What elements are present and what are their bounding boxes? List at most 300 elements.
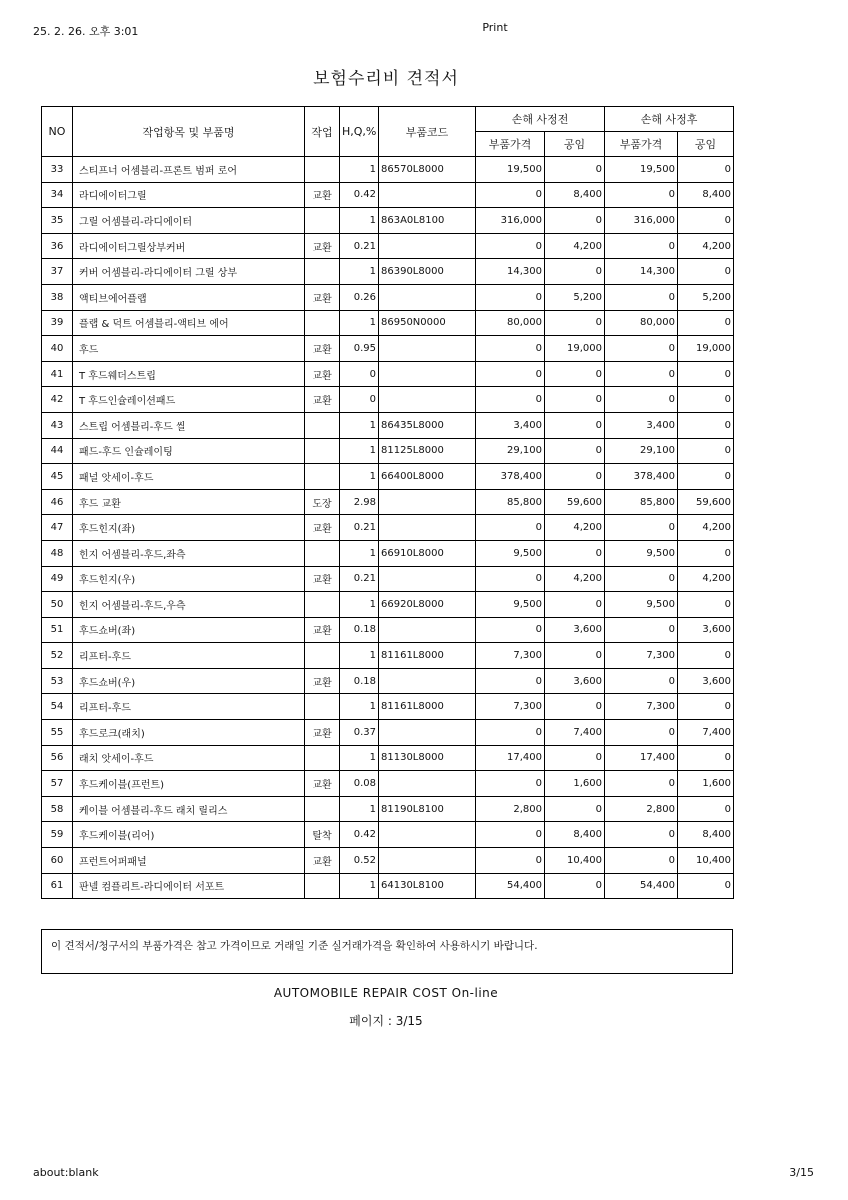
- row-before-price: 17,400: [476, 745, 545, 771]
- row-before-price: 0: [476, 668, 545, 694]
- row-before-price: 0: [476, 233, 545, 259]
- row-item-name: 스트립 어셈블리-후드 씰: [73, 412, 305, 438]
- footer-url: about:blank: [33, 1166, 99, 1179]
- notice-box: [41, 929, 733, 974]
- row-after-price: 0: [605, 668, 678, 694]
- row-after-labor: 0: [678, 694, 734, 720]
- row-no: 53: [42, 668, 73, 694]
- row-hq: 0.21: [340, 233, 379, 259]
- table-row: [42, 208, 734, 234]
- table-row: [42, 157, 734, 183]
- row-part-code: 86390L8000: [379, 259, 476, 285]
- row-part-code: [379, 233, 476, 259]
- row-before-labor: 3,600: [545, 668, 605, 694]
- row-before-labor: 0: [545, 361, 605, 387]
- row-no: 59: [42, 822, 73, 848]
- row-after-labor: 0: [678, 387, 734, 413]
- row-before-price: 14,300: [476, 259, 545, 285]
- row-after-price: 0: [605, 720, 678, 746]
- row-before-labor: 0: [545, 464, 605, 490]
- row-before-price: 0: [476, 566, 545, 592]
- table-row: [42, 182, 734, 208]
- row-before-labor: 0: [545, 643, 605, 669]
- col-after-labor-header: 공임: [678, 132, 734, 157]
- table-row: [42, 387, 734, 413]
- row-hq: 1: [340, 540, 379, 566]
- row-operation: [305, 745, 340, 771]
- row-part-code: 66920L8000: [379, 592, 476, 618]
- print-header-title: Print: [482, 21, 508, 34]
- row-part-code: [379, 720, 476, 746]
- row-hq: 1: [340, 157, 379, 183]
- row-no: 49: [42, 566, 73, 592]
- row-no: 58: [42, 796, 73, 822]
- row-before-labor: 0: [545, 387, 605, 413]
- col-after-price-header: 부품가격: [605, 132, 678, 157]
- row-before-labor: 19,000: [545, 336, 605, 362]
- row-after-labor: 4,200: [678, 515, 734, 541]
- row-part-code: 863A0L8100: [379, 208, 476, 234]
- row-operation: [305, 208, 340, 234]
- table-row: [42, 489, 734, 515]
- row-after-labor: 0: [678, 592, 734, 618]
- row-item-name: 후드힌지(좌): [73, 515, 305, 541]
- row-hq: 1: [340, 412, 379, 438]
- row-part-code: 64130L8100: [379, 873, 476, 899]
- row-operation: 교환: [305, 848, 340, 874]
- row-before-price: 2,800: [476, 796, 545, 822]
- row-item-name: 플랩 & 덕트 어셈블리-액티브 에어: [73, 310, 305, 336]
- notice-text: 이 견적서/청구서의 부품가격은 참고 가격이므로 거래일 기준 실거래가격을 확인하여 사용하시기 바랍니다.: [51, 940, 538, 952]
- table-row: [42, 540, 734, 566]
- row-after-price: 9,500: [605, 540, 678, 566]
- row-before-price: 0: [476, 617, 545, 643]
- row-before-price: 29,100: [476, 438, 545, 464]
- row-part-code: 81125L8000: [379, 438, 476, 464]
- row-after-price: 54,400: [605, 873, 678, 899]
- row-after-labor: 0: [678, 412, 734, 438]
- row-item-name: 힌지 어셈블리-후드,좌측: [73, 540, 305, 566]
- row-after-price: 85,800: [605, 489, 678, 515]
- table-row: [42, 412, 734, 438]
- row-no: 37: [42, 259, 73, 285]
- row-item-name: 케이블 어셈블리-후드 래치 릴리스: [73, 796, 305, 822]
- row-hq: 1: [340, 310, 379, 336]
- row-after-price: 0: [605, 284, 678, 310]
- row-part-code: [379, 848, 476, 874]
- row-before-labor: 0: [545, 310, 605, 336]
- table-row: [42, 233, 734, 259]
- row-hq: 0.18: [340, 617, 379, 643]
- row-item-name: 리프터-후드: [73, 643, 305, 669]
- row-after-labor: 0: [678, 259, 734, 285]
- row-hq: 1: [340, 592, 379, 618]
- table-row: [42, 873, 734, 899]
- row-operation: 교환: [305, 336, 340, 362]
- row-no: 54: [42, 694, 73, 720]
- row-part-code: 81161L8000: [379, 694, 476, 720]
- row-after-price: 29,100: [605, 438, 678, 464]
- row-hq: 0.26: [340, 284, 379, 310]
- row-item-name: 스티프너 어셈블리-프론트 범퍼 로어: [73, 157, 305, 183]
- row-operation: [305, 873, 340, 899]
- row-hq: 0: [340, 387, 379, 413]
- row-hq: 1: [340, 694, 379, 720]
- row-after-labor: 19,000: [678, 336, 734, 362]
- row-no: 48: [42, 540, 73, 566]
- row-after-labor: 4,200: [678, 566, 734, 592]
- row-no: 36: [42, 233, 73, 259]
- row-before-labor: 59,600: [545, 489, 605, 515]
- row-after-labor: 8,400: [678, 182, 734, 208]
- row-item-name: 후드 교환: [73, 489, 305, 515]
- table-row: [42, 848, 734, 874]
- row-part-code: [379, 515, 476, 541]
- row-item-name: 패드-후드 인슐레이팅: [73, 438, 305, 464]
- row-after-labor: 0: [678, 310, 734, 336]
- row-before-price: 3,400: [476, 412, 545, 438]
- row-item-name: 후드: [73, 336, 305, 362]
- table-row: [42, 617, 734, 643]
- row-before-price: 0: [476, 771, 545, 797]
- row-no: 42: [42, 387, 73, 413]
- row-before-price: 85,800: [476, 489, 545, 515]
- row-after-price: 0: [605, 771, 678, 797]
- row-before-labor: 7,400: [545, 720, 605, 746]
- row-hq: 1: [340, 643, 379, 669]
- row-before-labor: 8,400: [545, 182, 605, 208]
- row-part-code: 81130L8000: [379, 745, 476, 771]
- table-row: [42, 771, 734, 797]
- row-after-price: 0: [605, 515, 678, 541]
- row-no: 55: [42, 720, 73, 746]
- row-after-labor: 0: [678, 464, 734, 490]
- row-no: 43: [42, 412, 73, 438]
- row-before-price: 0: [476, 284, 545, 310]
- row-item-name: 프런트어퍼패널: [73, 848, 305, 874]
- row-part-code: [379, 566, 476, 592]
- row-before-labor: 0: [545, 873, 605, 899]
- row-hq: 0.21: [340, 566, 379, 592]
- row-operation: 교환: [305, 771, 340, 797]
- row-after-labor: 0: [678, 796, 734, 822]
- row-hq: 1: [340, 745, 379, 771]
- row-after-price: 0: [605, 387, 678, 413]
- row-before-price: 0: [476, 822, 545, 848]
- row-no: 33: [42, 157, 73, 183]
- row-after-labor: 1,600: [678, 771, 734, 797]
- row-part-code: [379, 361, 476, 387]
- row-part-code: 66910L8000: [379, 540, 476, 566]
- row-hq: 1: [340, 796, 379, 822]
- row-part-code: 86435L8000: [379, 412, 476, 438]
- row-part-code: 81190L8100: [379, 796, 476, 822]
- row-after-price: 0: [605, 233, 678, 259]
- row-operation: [305, 540, 340, 566]
- row-before-labor: 0: [545, 259, 605, 285]
- row-item-name: 액티브에어플랩: [73, 284, 305, 310]
- row-operation: 교환: [305, 617, 340, 643]
- row-operation: 교환: [305, 233, 340, 259]
- row-hq: 1: [340, 259, 379, 285]
- row-item-name: 후드로크(래치): [73, 720, 305, 746]
- row-no: 35: [42, 208, 73, 234]
- row-part-code: [379, 668, 476, 694]
- row-item-name: 후드쇼버(좌): [73, 617, 305, 643]
- row-before-price: 9,500: [476, 540, 545, 566]
- row-hq: 1: [340, 208, 379, 234]
- row-after-labor: 0: [678, 361, 734, 387]
- row-part-code: [379, 617, 476, 643]
- row-part-code: [379, 387, 476, 413]
- row-part-code: [379, 336, 476, 362]
- row-before-labor: 0: [545, 796, 605, 822]
- row-hq: 0.37: [340, 720, 379, 746]
- page-indicator: 페이지 : 3/15: [349, 1014, 423, 1028]
- row-no: 45: [42, 464, 73, 490]
- row-hq: 0.95: [340, 336, 379, 362]
- row-no: 46: [42, 489, 73, 515]
- row-item-name: 판넬 컴플리트-라디에이터 서포트: [73, 873, 305, 899]
- row-after-price: 80,000: [605, 310, 678, 336]
- row-operation: 탈착: [305, 822, 340, 848]
- row-operation: 교환: [305, 387, 340, 413]
- brand-text: AUTOMOBILE REPAIR COST On-line: [273, 986, 499, 1000]
- estimate-rows: [42, 157, 734, 899]
- row-operation: 교환: [305, 566, 340, 592]
- row-after-price: 378,400: [605, 464, 678, 490]
- row-part-code: 86950N0000: [379, 310, 476, 336]
- row-operation: [305, 796, 340, 822]
- row-no: 34: [42, 182, 73, 208]
- table-row: [42, 566, 734, 592]
- table-row: [42, 259, 734, 285]
- row-part-code: [379, 182, 476, 208]
- row-item-name: 리프터-후드: [73, 694, 305, 720]
- col-before-header: 손해 사정전: [476, 107, 605, 132]
- row-before-labor: 0: [545, 157, 605, 183]
- row-item-name: 래치 앗세이-후드: [73, 745, 305, 771]
- row-item-name: T 후드웨더스트립: [73, 361, 305, 387]
- col-code-header: 부품코드: [379, 107, 476, 157]
- row-before-price: 7,300: [476, 694, 545, 720]
- table-row: [42, 694, 734, 720]
- row-after-price: 0: [605, 361, 678, 387]
- table-row: [42, 284, 734, 310]
- row-operation: 교환: [305, 284, 340, 310]
- row-before-labor: 0: [545, 412, 605, 438]
- row-after-labor: 8,400: [678, 822, 734, 848]
- row-before-price: 80,000: [476, 310, 545, 336]
- row-item-name: 패널 앗세이-후드: [73, 464, 305, 490]
- table-row: [42, 592, 734, 618]
- row-no: 60: [42, 848, 73, 874]
- table-row: [42, 643, 734, 669]
- row-after-labor: 3,600: [678, 668, 734, 694]
- row-item-name: 후드케이블(프런트): [73, 771, 305, 797]
- row-after-labor: 0: [678, 157, 734, 183]
- row-after-labor: 3,600: [678, 617, 734, 643]
- row-no: 40: [42, 336, 73, 362]
- row-part-code: 81161L8000: [379, 643, 476, 669]
- row-item-name: 후드쇼버(우): [73, 668, 305, 694]
- row-hq: 0.52: [340, 848, 379, 874]
- row-before-labor: 4,200: [545, 566, 605, 592]
- row-no: 44: [42, 438, 73, 464]
- row-hq: 0.08: [340, 771, 379, 797]
- table-row: [42, 438, 734, 464]
- print-datetime: 25. 2. 26. 오후 3:01: [33, 25, 139, 38]
- row-after-price: 3,400: [605, 412, 678, 438]
- row-no: 38: [42, 284, 73, 310]
- table-row: [42, 668, 734, 694]
- col-after-header: 손해 사정후: [605, 107, 734, 132]
- row-item-name: 그릴 어셈블리-라디에이터: [73, 208, 305, 234]
- row-before-price: 0: [476, 848, 545, 874]
- row-before-price: 0: [476, 515, 545, 541]
- row-item-name: 후드케이블(리어): [73, 822, 305, 848]
- footer-page-count: 3/15: [789, 1166, 814, 1179]
- row-after-price: 7,300: [605, 694, 678, 720]
- row-item-name: 힌지 어셈블리-후드,우측: [73, 592, 305, 618]
- table-row: [42, 796, 734, 822]
- row-part-code: 86570L8000: [379, 157, 476, 183]
- row-hq: 1: [340, 438, 379, 464]
- row-hq: 1: [340, 464, 379, 490]
- row-no: 61: [42, 873, 73, 899]
- row-after-price: 0: [605, 617, 678, 643]
- row-item-name: 후드힌지(우): [73, 566, 305, 592]
- row-item-name: 커버 어셈블리-라디에이터 그릴 상부: [73, 259, 305, 285]
- row-before-labor: 8,400: [545, 822, 605, 848]
- row-operation: 교환: [305, 668, 340, 694]
- row-after-labor: 0: [678, 438, 734, 464]
- row-hq: 0.42: [340, 182, 379, 208]
- row-after-price: 19,500: [605, 157, 678, 183]
- estimate-table: [41, 106, 734, 899]
- col-before-labor-header: 공임: [545, 132, 605, 157]
- row-no: 51: [42, 617, 73, 643]
- table-row: [42, 745, 734, 771]
- row-operation: 도장: [305, 489, 340, 515]
- row-after-labor: 0: [678, 208, 734, 234]
- row-after-labor: 4,200: [678, 233, 734, 259]
- row-after-price: 316,000: [605, 208, 678, 234]
- row-before-labor: 0: [545, 438, 605, 464]
- row-operation: [305, 592, 340, 618]
- row-after-price: 0: [605, 566, 678, 592]
- row-before-price: 54,400: [476, 873, 545, 899]
- row-before-price: 9,500: [476, 592, 545, 618]
- row-operation: [305, 643, 340, 669]
- row-before-price: 0: [476, 720, 545, 746]
- document-title: 보험수리비 견적서: [313, 69, 459, 89]
- row-before-labor: 4,200: [545, 233, 605, 259]
- row-no: 39: [42, 310, 73, 336]
- row-before-labor: 10,400: [545, 848, 605, 874]
- row-before-labor: 0: [545, 208, 605, 234]
- table-row: [42, 464, 734, 490]
- row-before-labor: 0: [545, 694, 605, 720]
- row-before-price: 0: [476, 336, 545, 362]
- row-hq: 0.21: [340, 515, 379, 541]
- col-op-header: 작업: [305, 107, 340, 157]
- row-after-labor: 7,400: [678, 720, 734, 746]
- row-after-labor: 59,600: [678, 489, 734, 515]
- row-no: 56: [42, 745, 73, 771]
- col-before-price-header: 부품가격: [476, 132, 545, 157]
- col-name-header: 작업항목 및 부품명: [73, 107, 305, 157]
- col-no-header: NO: [42, 107, 73, 157]
- row-before-price: 0: [476, 182, 545, 208]
- row-item-name: T 후드인슐레이션패드: [73, 387, 305, 413]
- row-before-labor: 1,600: [545, 771, 605, 797]
- row-after-price: 0: [605, 848, 678, 874]
- table-row: [42, 822, 734, 848]
- row-after-labor: 5,200: [678, 284, 734, 310]
- row-after-price: 0: [605, 336, 678, 362]
- row-after-price: 0: [605, 822, 678, 848]
- row-after-price: 7,300: [605, 643, 678, 669]
- row-operation: [305, 259, 340, 285]
- table-row: [42, 310, 734, 336]
- table-row: [42, 336, 734, 362]
- row-after-price: 2,800: [605, 796, 678, 822]
- row-operation: [305, 464, 340, 490]
- row-operation: 교환: [305, 720, 340, 746]
- row-before-labor: 5,200: [545, 284, 605, 310]
- row-before-labor: 3,600: [545, 617, 605, 643]
- row-no: 52: [42, 643, 73, 669]
- row-hq: 2.98: [340, 489, 379, 515]
- row-before-price: 0: [476, 387, 545, 413]
- row-after-price: 14,300: [605, 259, 678, 285]
- row-operation: [305, 694, 340, 720]
- row-part-code: 66400L8000: [379, 464, 476, 490]
- row-after-labor: 0: [678, 873, 734, 899]
- row-no: 47: [42, 515, 73, 541]
- row-operation: [305, 157, 340, 183]
- row-before-labor: 0: [545, 592, 605, 618]
- table-row: [42, 720, 734, 746]
- row-after-labor: 0: [678, 745, 734, 771]
- row-after-labor: 0: [678, 643, 734, 669]
- row-item-name: 라디에이터그릴: [73, 182, 305, 208]
- row-hq: 1: [340, 873, 379, 899]
- row-before-price: 19,500: [476, 157, 545, 183]
- col-hq-header: H,Q,%: [340, 107, 379, 157]
- row-before-price: 378,400: [476, 464, 545, 490]
- row-operation: [305, 310, 340, 336]
- row-operation: 교환: [305, 361, 340, 387]
- row-no: 57: [42, 771, 73, 797]
- table-row: [42, 361, 734, 387]
- row-before-labor: 4,200: [545, 515, 605, 541]
- row-no: 50: [42, 592, 73, 618]
- row-after-labor: 10,400: [678, 848, 734, 874]
- row-part-code: [379, 822, 476, 848]
- row-part-code: [379, 489, 476, 515]
- row-after-price: 0: [605, 182, 678, 208]
- row-before-price: 0: [476, 361, 545, 387]
- row-no: 41: [42, 361, 73, 387]
- row-operation: 교환: [305, 182, 340, 208]
- row-before-price: 7,300: [476, 643, 545, 669]
- row-after-price: 17,400: [605, 745, 678, 771]
- row-item-name: 라디에이터그릴상부커버: [73, 233, 305, 259]
- row-part-code: [379, 284, 476, 310]
- row-operation: [305, 412, 340, 438]
